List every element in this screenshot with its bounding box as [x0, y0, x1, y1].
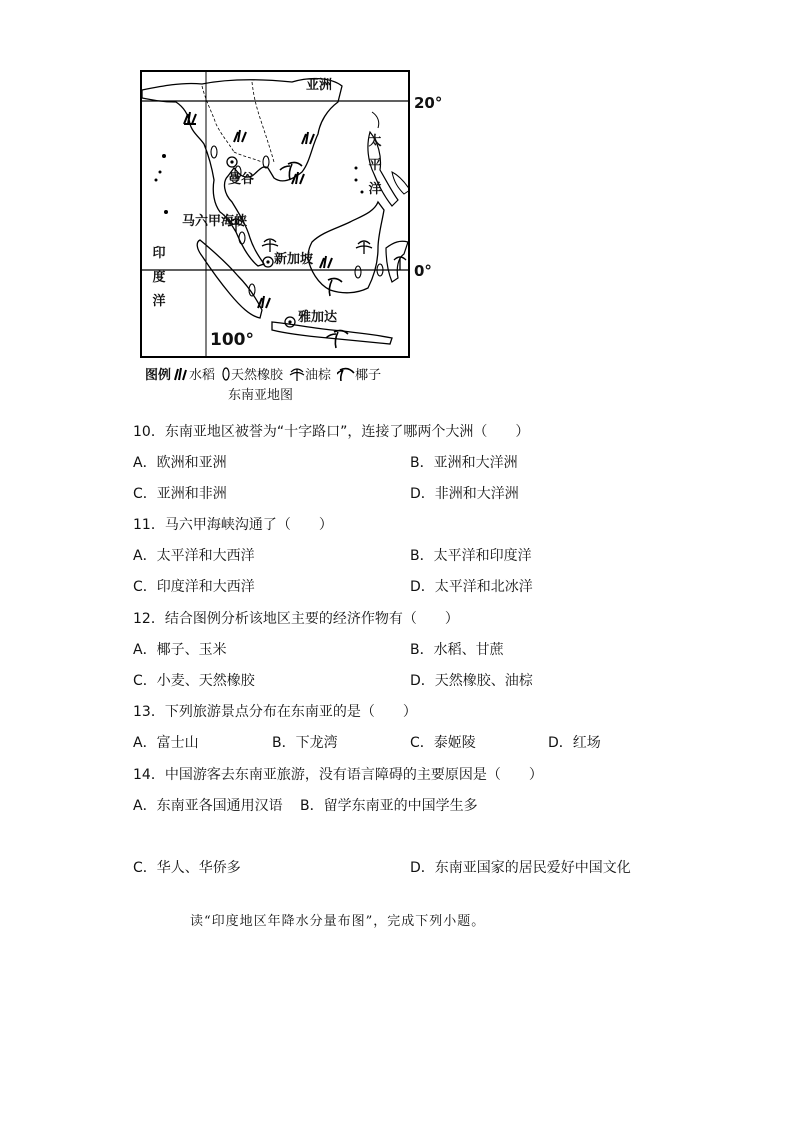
question-13-option-a: A．富士山: [133, 735, 199, 751]
oilpalm-icon: [289, 367, 305, 381]
label-lat-0: 0°: [414, 262, 432, 280]
question-12-option-a: A．椰子、玉米: [133, 642, 227, 658]
legend-rubber: [221, 364, 283, 383]
question-13-option-c: C．泰姬陵: [410, 735, 476, 751]
question-14-option-b: B．留学东南亚的中国学生多: [300, 798, 478, 814]
label-bangkok: 曼谷: [228, 172, 255, 187]
legend-title: 图例: [145, 368, 172, 383]
question-10-stem: 10．东南亚地区被誉为“十字路口”，连接了哪两个大洲（ ）: [133, 424, 530, 440]
question-10-option-b: B．亚洲和大洋洲: [410, 455, 518, 471]
question-13-stem: 13．下列旅游景点分布在东南亚的是（ ）: [133, 704, 417, 720]
question-10-option-d: D．非洲和大洋洲: [410, 486, 519, 502]
map-caption: 东南亚地图: [228, 388, 294, 403]
question-11-option-d: D．太平洋和北冰洋: [410, 579, 533, 595]
question-12-option-c: C．小麦、天然橡胶: [133, 673, 255, 689]
question-13-option-d: D．红场: [548, 735, 601, 751]
label-lat-20: 20°: [414, 94, 443, 112]
indian-char-2: 度: [152, 270, 166, 285]
rice-icon: [173, 367, 189, 381]
label-indian-ocean: [152, 242, 166, 314]
label-asia: 亚洲: [306, 78, 333, 93]
label-singapore: 新加坡: [274, 252, 314, 267]
legend-coconut-label: 椰子: [355, 368, 382, 383]
question-12-option-d: D．天然橡胶、油棕: [410, 673, 533, 689]
pacific-char-2: 平: [368, 158, 382, 173]
question-14-option-c: C．华人、华侨多: [133, 860, 241, 876]
question-14-option-d: D．东南亚国家的居民爱好中国文化: [410, 860, 631, 876]
question-11-option-a: A．太平洋和大西洋: [133, 548, 255, 564]
question-14-option-a: A．东南亚各国通用汉语: [133, 798, 283, 814]
legend-rice: [173, 364, 215, 383]
label-lon-100: 100°: [210, 330, 254, 350]
indian-char-1: 印: [152, 246, 166, 261]
question-11-option-b: B．太平洋和印度洋: [410, 548, 532, 564]
legend-oilpalm: [289, 364, 331, 383]
label-pacific: [368, 130, 382, 202]
question-13-option-b: B．下龙湾: [272, 735, 338, 751]
map-legend: [145, 364, 385, 383]
rubber-icon: [221, 367, 231, 381]
pacific-char-1: 太: [368, 134, 382, 149]
legend-oilpalm-label: 油棕: [305, 368, 332, 383]
pacific-char-3: 洋: [368, 182, 382, 197]
question-12-option-b: B．水稻、甘蔗: [410, 642, 504, 658]
legend-rubber-label: 天然橡胶: [231, 368, 284, 383]
question-11-option-c: C．印度洋和大西洋: [133, 579, 255, 595]
label-malacca-strait: 马六甲海峡: [182, 214, 248, 229]
label-jakarta: 雅加达: [298, 310, 338, 325]
bangkok-marker: [227, 157, 237, 167]
reading-instruction: 读“印度地区年降水分量布图”，完成下列小题。: [190, 914, 486, 929]
borneo: [308, 202, 384, 293]
question-12-stem: 12．结合图例分析该地区主要的经济作物有（ ）: [133, 611, 459, 627]
question-11-stem: 11．马六甲海峡沟通了（ ）: [133, 517, 333, 533]
question-10-option-a: A．欧洲和亚洲: [133, 455, 227, 471]
southeast-asia-map: [140, 70, 410, 358]
coconut-icon: [337, 367, 355, 381]
legend-rice-label: 水稻: [189, 368, 216, 383]
java: [272, 322, 392, 344]
legend-coconut: [337, 364, 381, 383]
sumatra: [197, 240, 262, 318]
question-10-option-c: C．亚洲和非洲: [133, 486, 227, 502]
jakarta-marker: [285, 317, 295, 327]
question-14-stem: 14．中国游客去东南亚旅游，没有语言障碍的主要原因是（ ）: [133, 767, 543, 783]
indian-char-3: 洋: [152, 294, 166, 309]
singapore-marker: [263, 257, 273, 267]
